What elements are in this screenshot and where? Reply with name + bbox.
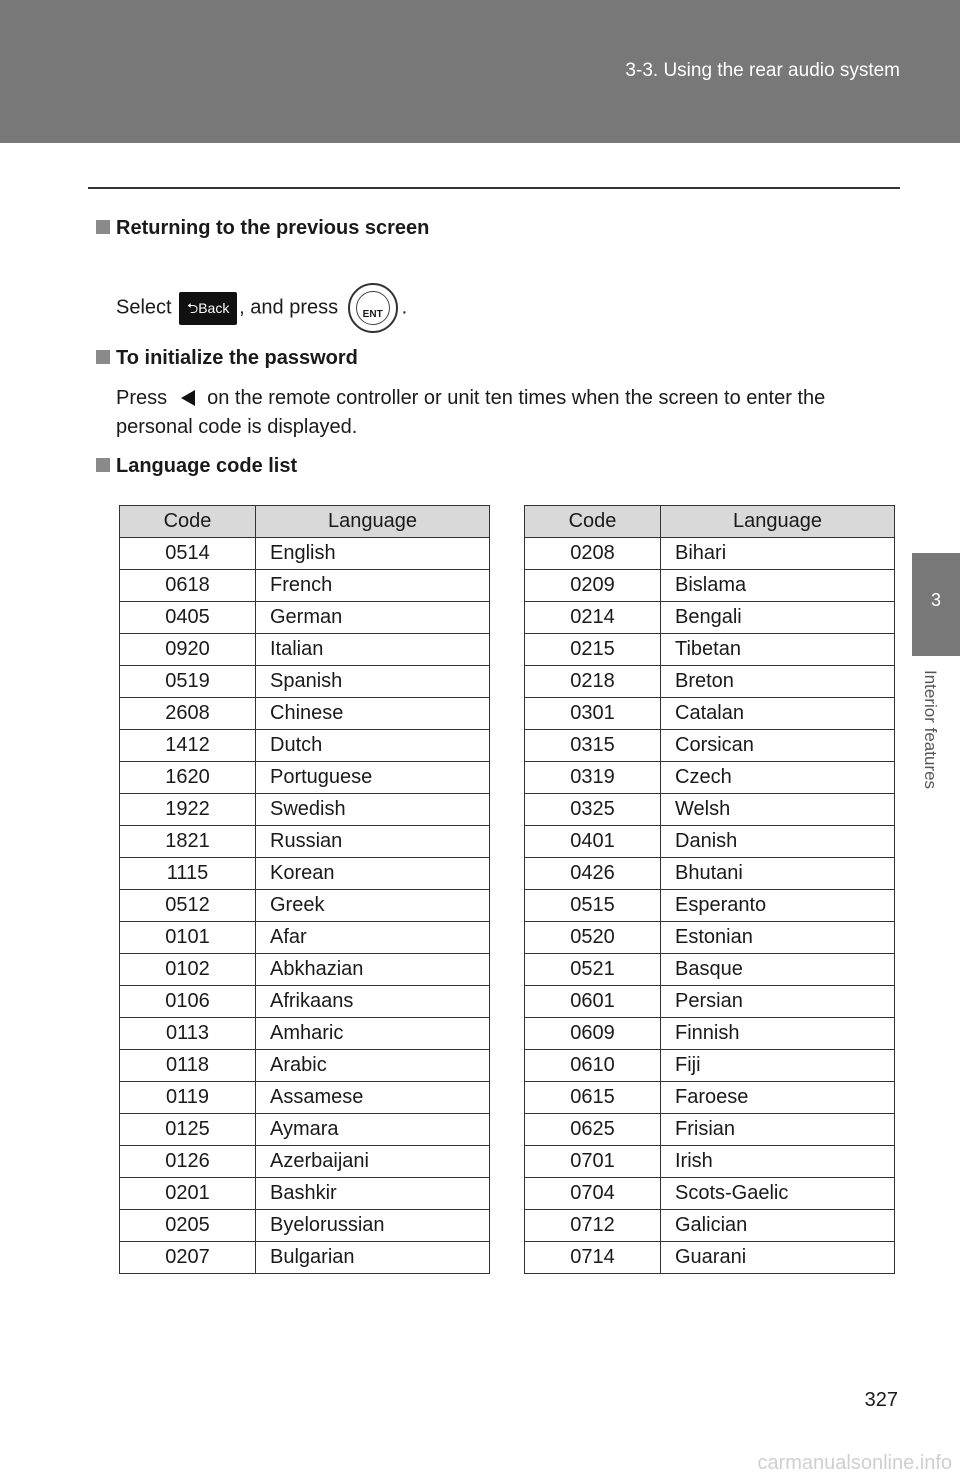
table-row <box>525 538 895 570</box>
language-code: 0113 <box>120 1018 256 1050</box>
table-row <box>120 762 490 794</box>
language-name: Chinese <box>256 698 490 730</box>
language-name: Korean <box>256 858 490 890</box>
language-code: 0205 <box>120 1210 256 1242</box>
table-row <box>120 1018 490 1050</box>
language-name: Abkhazian <box>256 954 490 986</box>
language-code: 0609 <box>525 1018 661 1050</box>
language-name: Basque <box>661 954 895 986</box>
language-name: Bashkir <box>256 1178 490 1210</box>
language-table-left <box>119 505 490 1274</box>
table-row <box>525 1114 895 1146</box>
language-name: Italian <box>256 634 490 666</box>
heading-language: Language code list <box>96 455 297 478</box>
language-name: Dutch <box>256 730 490 762</box>
table-row <box>120 794 490 826</box>
language-code: 0519 <box>120 666 256 698</box>
language-code: 0714 <box>525 1242 661 1274</box>
table-row <box>120 730 490 762</box>
language-code: 0315 <box>525 730 661 762</box>
language-name: Bislama <box>661 570 895 602</box>
language-name: Guarani <box>661 1242 895 1274</box>
language-code: 0319 <box>525 762 661 794</box>
table-row <box>120 634 490 666</box>
table-row <box>120 570 490 602</box>
language-table-right <box>524 505 895 1274</box>
table-row <box>525 1018 895 1050</box>
table-row <box>120 826 490 858</box>
language-code: 0610 <box>525 1050 661 1082</box>
language-name: Breton <box>661 666 895 698</box>
square-bullet-icon <box>96 350 110 364</box>
column-header-code: Code <box>120 506 256 538</box>
language-code: 0207 <box>120 1242 256 1274</box>
language-name: French <box>256 570 490 602</box>
back-button-icon: ⮌Back <box>179 292 237 325</box>
table-row <box>120 986 490 1018</box>
page-number: 327 <box>864 1389 898 1411</box>
language-name: Azerbaijani <box>256 1146 490 1178</box>
table-row <box>525 858 895 890</box>
ent-dial-icon: ENT <box>348 283 398 333</box>
table-row <box>525 602 895 634</box>
language-name: Amharic <box>256 1018 490 1050</box>
language-code: 0126 <box>120 1146 256 1178</box>
table-row <box>525 890 895 922</box>
language-name: Afar <box>256 922 490 954</box>
language-code: 0601 <box>525 986 661 1018</box>
column-header-code: Code <box>525 506 661 538</box>
language-name: Esperanto <box>661 890 895 922</box>
language-code: 0512 <box>120 890 256 922</box>
table-row <box>525 954 895 986</box>
language-code: 0106 <box>120 986 256 1018</box>
section-title: 3-3. Using the rear audio system <box>625 60 900 81</box>
language-code: 0301 <box>525 698 661 730</box>
table-row <box>120 1146 490 1178</box>
table-row <box>120 1178 490 1210</box>
table-row <box>525 922 895 954</box>
language-name: Russian <box>256 826 490 858</box>
table-row <box>120 922 490 954</box>
language-code: 0520 <box>525 922 661 954</box>
language-code: 0119 <box>120 1082 256 1114</box>
language-code: 0405 <box>120 602 256 634</box>
table-row <box>525 730 895 762</box>
language-code: 0521 <box>525 954 661 986</box>
table-row <box>120 698 490 730</box>
password-instruction: Press on the remote controller or unit ten times when the screen to enter the personal code is displayed. <box>116 387 826 438</box>
left-arrow-icon <box>181 390 195 406</box>
language-name: Scots-Gaelic <box>661 1178 895 1210</box>
table-row <box>120 1114 490 1146</box>
heading-returning: Returning to the previous screen <box>96 217 429 240</box>
language-name: Tibetan <box>661 634 895 666</box>
language-name: Byelorussian <box>256 1210 490 1242</box>
language-code: 0701 <box>525 1146 661 1178</box>
divider <box>88 187 900 189</box>
language-name: Finnish <box>661 1018 895 1050</box>
chapter-number: 3 <box>930 590 941 610</box>
language-name: Persian <box>661 986 895 1018</box>
table-row <box>525 1050 895 1082</box>
table-row <box>525 570 895 602</box>
table-row <box>525 762 895 794</box>
watermark: carmanualsonline.info <box>757 1452 952 1474</box>
language-name: German <box>256 602 490 634</box>
language-name: Bihari <box>661 538 895 570</box>
language-name: Galician <box>661 1210 895 1242</box>
language-code: 1412 <box>120 730 256 762</box>
table-row <box>525 826 895 858</box>
table-row <box>120 1210 490 1242</box>
heading-password: To initialize the password <box>96 347 358 370</box>
language-code: 0625 <box>525 1114 661 1146</box>
language-name: Portuguese <box>256 762 490 794</box>
language-name: Danish <box>661 826 895 858</box>
language-code: 0208 <box>525 538 661 570</box>
table-row <box>120 1082 490 1114</box>
language-code: 0118 <box>120 1050 256 1082</box>
language-name: Catalan <box>661 698 895 730</box>
language-code: 0215 <box>525 634 661 666</box>
language-name: English <box>256 538 490 570</box>
language-code: 0209 <box>525 570 661 602</box>
table-row <box>525 634 895 666</box>
language-code: 0704 <box>525 1178 661 1210</box>
table-row <box>120 602 490 634</box>
language-code: 0514 <box>120 538 256 570</box>
language-name: Fiji <box>661 1050 895 1082</box>
language-code: 0401 <box>525 826 661 858</box>
language-code: 1115 <box>120 858 256 890</box>
column-header-language: Language <box>256 506 490 538</box>
language-code: 0214 <box>525 602 661 634</box>
table-row <box>525 1242 895 1274</box>
language-code: 0125 <box>120 1114 256 1146</box>
language-name: Spanish <box>256 666 490 698</box>
square-bullet-icon <box>96 458 110 472</box>
table-row <box>525 1210 895 1242</box>
language-code: 0618 <box>120 570 256 602</box>
language-name: Frisian <box>661 1114 895 1146</box>
chapter-label: Interior features <box>921 670 940 790</box>
table-row <box>120 1242 490 1274</box>
language-code: 1821 <box>120 826 256 858</box>
language-name: Afrikaans <box>256 986 490 1018</box>
language-name: Corsican <box>661 730 895 762</box>
language-name: Assamese <box>256 1082 490 1114</box>
language-name: Estonian <box>661 922 895 954</box>
language-name: Bhutani <box>661 858 895 890</box>
language-name: Bengali <box>661 602 895 634</box>
language-code: 0920 <box>120 634 256 666</box>
language-name: Arabic <box>256 1050 490 1082</box>
table-row <box>525 698 895 730</box>
language-code: 0515 <box>525 890 661 922</box>
language-code: 1620 <box>120 762 256 794</box>
table-row <box>525 666 895 698</box>
square-bullet-icon <box>96 220 110 234</box>
language-code: 0615 <box>525 1082 661 1114</box>
column-header-language: Language <box>661 506 895 538</box>
language-code: 0201 <box>120 1178 256 1210</box>
table-row <box>525 1082 895 1114</box>
table-row <box>525 986 895 1018</box>
returning-instruction: Select ⮌Back , and press ENT . <box>116 283 407 333</box>
language-name: Irish <box>661 1146 895 1178</box>
language-code: 0102 <box>120 954 256 986</box>
language-code: 0712 <box>525 1210 661 1242</box>
table-row <box>120 1050 490 1082</box>
table-row <box>525 1178 895 1210</box>
language-name: Aymara <box>256 1114 490 1146</box>
language-name: Bulgarian <box>256 1242 490 1274</box>
language-code: 0101 <box>120 922 256 954</box>
language-name: Czech <box>661 762 895 794</box>
table-row <box>525 1146 895 1178</box>
language-name: Faroese <box>661 1082 895 1114</box>
table-row <box>525 794 895 826</box>
language-code: 2608 <box>120 698 256 730</box>
language-name: Welsh <box>661 794 895 826</box>
language-name: Greek <box>256 890 490 922</box>
language-code: 0325 <box>525 794 661 826</box>
language-name: Swedish <box>256 794 490 826</box>
table-row <box>120 890 490 922</box>
table-row <box>120 858 490 890</box>
table-row <box>120 538 490 570</box>
language-code: 0426 <box>525 858 661 890</box>
language-code: 1922 <box>120 794 256 826</box>
table-row <box>120 666 490 698</box>
table-row <box>120 954 490 986</box>
language-code: 0218 <box>525 666 661 698</box>
